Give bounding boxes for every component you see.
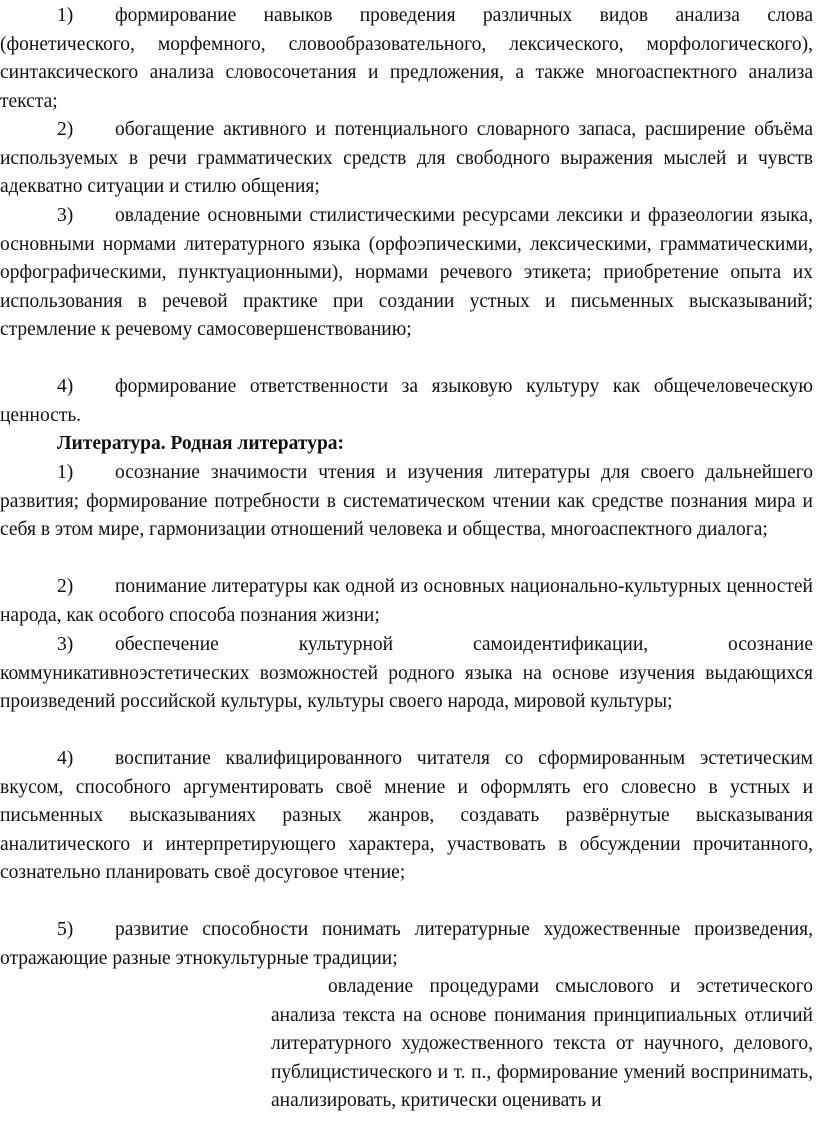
literature-item-4 (0, 745, 813, 888)
list-number: 1) (57, 462, 74, 483)
list-item-text: воспитание квалифицированного читателя со сформированным эстетическим вкусом, способного аргументировать своё мнение и оформлять его словесно в устных и письменных высказываниях разных жанров, создавать развёрнутые высказывания аналитического и интерпретирующего характера, участвовать в обсуждении прочитанного, сознательно планировать своё досуговое чтение; (0, 748, 813, 884)
list-item-text: обогащение активного и потенциального словарного запаса, расширение объёма используемых в речи грамматических средств для свободного выражения мыслей и чувств адекватно ситуации и стилю общения; (0, 119, 813, 198)
list-item-text: формирование ответственности за языковую культуру как общечеловеческую ценность. (0, 376, 813, 426)
literature-item-5 (0, 916, 813, 973)
list-number: 3) (57, 205, 74, 226)
list-item-text: понимание литературы как одной из основных национально-культурных ценностей народа, как особого способа познания жизни; (0, 576, 813, 626)
list-number: 1) (57, 5, 74, 26)
list-item-text: осознание значимости чтения и изучения литературы для своего дальнейшего развития; формирование потребности в систематическом чтении как средстве познания мира и себя в этом мире, гармонизации отношений человека и общества, многоаспектного диалога; (0, 462, 813, 541)
list-item-4 (0, 373, 813, 430)
literature-item-1 (0, 459, 813, 545)
continuation-paragraph: овладение процедурами смыслового и эстетического анализа текста на основе понимания принципиальных отличий литературного художественного текста от научного, делового, публицистического и т. п., формирование умений воспринимать, анализировать, критически оценивать и (271, 976, 813, 1112)
list-item-2 (0, 116, 813, 202)
list-number: 2) (57, 119, 74, 140)
list-number: 4) (57, 376, 74, 397)
list-item-text: развитие способности понимать литературные художественные произведения, отражающие разные этнокультурные традиции; (0, 919, 813, 969)
section-heading: Литература. Родная литература: (57, 433, 345, 454)
literature-item-2 (0, 573, 813, 630)
list-number: 3) (57, 634, 74, 655)
literature-item-3 (0, 631, 813, 717)
list-number: 2) (57, 576, 74, 597)
list-item-text: обеспечение культурной самоидентификации, осознание коммуникативноэстетических возможностей родного языка на основе изучения выдающихся произведений российской культуры, культуры своего народа, мировой культуры; (0, 634, 813, 713)
list-item-text: формирование навыков проведения различных видов анализа слова (фонетического, морфемного, словообразовательного, лексического, морфологического), синтаксического анализа словосочетания и предложения, а также многоаспектного анализа текста; (0, 5, 813, 112)
list-item-3 (0, 202, 813, 345)
list-number: 5) (57, 919, 74, 940)
list-number: 4) (57, 748, 74, 769)
list-item-1 (0, 2, 813, 116)
list-item-text: овладение основными стилистическими ресурсами лексики и фразеологии языка, основными нормами литературного языка (орфоэпическими, лексическими, грамматическими, орфографическими, пунктуационными), нормами речевого этикета; приобретение опыта их использования в речевой практике при создании устных и письменных высказываний; стремление к речевому самосовершенствованию; (0, 205, 813, 341)
